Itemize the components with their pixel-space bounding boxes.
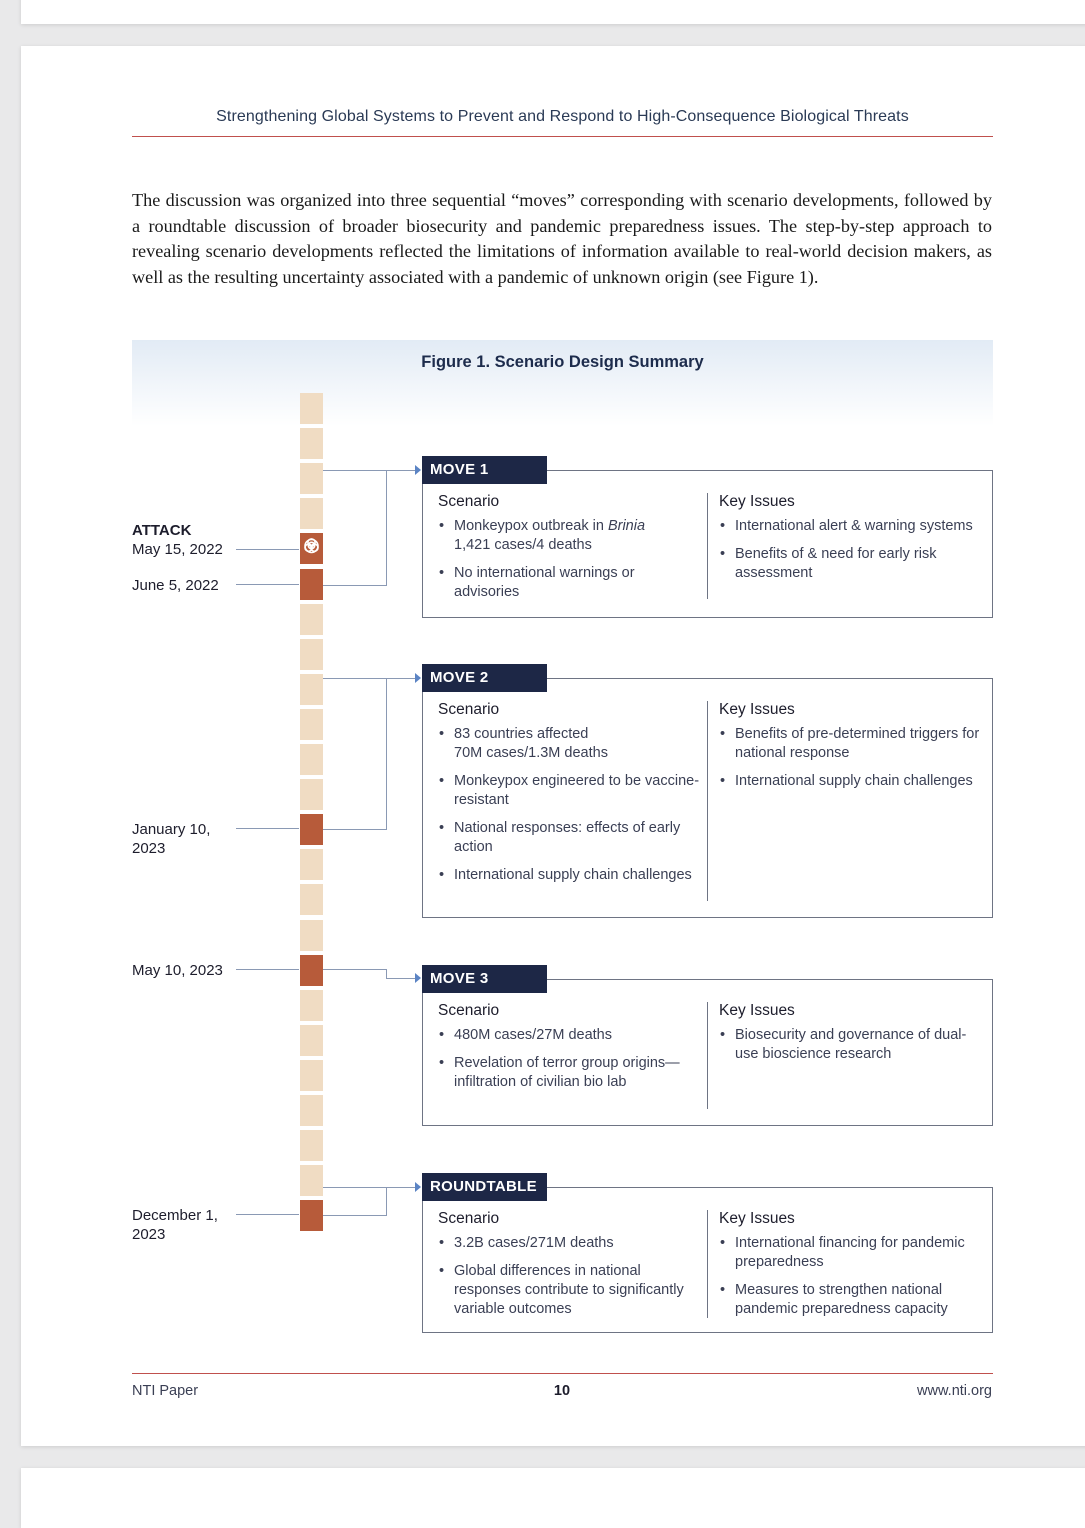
timeline-tick-4 (236, 1214, 299, 1215)
timeline-segment (300, 639, 323, 670)
timeline-segment (300, 990, 323, 1021)
move-3-tag: MOVE 3 (422, 965, 547, 993)
timeline-segment (300, 674, 323, 705)
timeline-segment (300, 709, 323, 740)
timeline-segment (300, 1025, 323, 1056)
timeline-segment (300, 814, 323, 845)
move-3-scenario (438, 1002, 703, 1101)
move-2-key-issues (719, 701, 984, 800)
timeline-segment (300, 569, 323, 600)
roundtable-key-issues (719, 1210, 984, 1328)
timeline-segment (300, 849, 323, 880)
intro-paragraph: The discussion was organized into three sequential “moves” corresponding with scenario developments, followed by a roundtable discussion of broader biosecurity and pandemic preparedness issues. The step-by-step approach to revealing scenario developments reflected the limitations of information available to real-world decision makers, as well as the resulting uncertainty associated with a pandemic of unknown origin (see Figure 1). (132, 190, 992, 287)
list-item: • 3.2B cases/271M deaths (438, 1234, 703, 1253)
figure-title: Figure 1. Scenario Design Summary (421, 353, 704, 371)
timeline-segment (300, 744, 323, 775)
move-1-box (422, 470, 993, 618)
list-item: • 83 countries affected 70M cases/1.3M deaths (438, 725, 703, 763)
move-1-key-issues (719, 493, 984, 592)
attack-tick (236, 549, 299, 550)
list-item: • Global differences in national responses contribute to significantly variable outcomes (438, 1262, 703, 1319)
scenario-heading: Scenario (438, 493, 500, 510)
timeline-date-2: January 10, 2023 (132, 821, 211, 857)
list-item: • International alert & warning systems (719, 517, 984, 536)
move-1-scenario (438, 493, 703, 611)
page-number: 10 (553, 1383, 571, 1399)
list-item: • Biosecurity and governance of dual-use bioscience research (719, 1026, 984, 1064)
timeline-segment (300, 1095, 323, 1126)
timeline-segment (300, 393, 323, 424)
document-page (21, 46, 1085, 1446)
arrow-move-2 (415, 673, 421, 683)
list-item: • No international warnings or advisories (438, 564, 703, 602)
timeline-segment (300, 498, 323, 529)
scenario-heading: Scenario (438, 1210, 500, 1227)
list-item: • International supply chain challenges (438, 866, 703, 885)
timeline-segment (300, 1165, 323, 1196)
timeline-segment (300, 779, 323, 810)
arrow-roundtable (415, 1182, 421, 1192)
footer-url: www.nti.org (917, 1383, 992, 1399)
list-item: • Monkeypox engineered to be vaccine-resistant (438, 772, 703, 810)
timeline-segment (300, 955, 323, 986)
roundtable-tag: ROUNDTABLE (422, 1173, 547, 1201)
next-page (21, 1468, 1085, 1528)
timeline-segment (300, 1060, 323, 1091)
timeline-segment (300, 884, 323, 915)
timeline-segment (300, 920, 323, 951)
timeline-tick-3 (236, 969, 299, 970)
list-item: • Benefits of pre-determined triggers for national response (719, 725, 984, 763)
key-issues-heading: Key Issues (719, 493, 795, 510)
attack-label: ATTACK (132, 522, 192, 539)
running-header: Strengthening Global Systems to Prevent and Respond to High-Consequence Biological Threats (216, 108, 909, 125)
footer-rule (132, 1373, 993, 1374)
connector-move-3 (323, 969, 386, 970)
connector-move-2 (323, 678, 387, 830)
attack-date: May 15, 2022 (132, 541, 223, 558)
list-item: • 480M cases/27M deaths (438, 1026, 703, 1045)
timeline-segment (300, 463, 323, 494)
timeline-segment (300, 1200, 323, 1231)
arrow-move-1 (415, 465, 421, 475)
list-item: • Monkeypox outbreak in Brinia 1,421 cases/4 deaths (438, 517, 703, 555)
list-item: • National responses: effects of early action (438, 819, 703, 857)
previous-page (21, 0, 1085, 24)
list-item: • Measures to strengthen national pandemic preparedness capacity (719, 1281, 984, 1319)
move-2-scenario (438, 701, 703, 894)
timeline-tick-1 (236, 584, 299, 585)
timeline-date-1: June 5, 2022 (132, 577, 219, 594)
key-issues-heading: Key Issues (719, 1002, 795, 1019)
timeline-segment (300, 1130, 323, 1161)
key-issues-heading: Key Issues (719, 701, 795, 718)
timeline-segment (300, 604, 323, 635)
biohazard-icon (300, 533, 323, 564)
roundtable-box (422, 1187, 993, 1333)
footer-publication: NTI Paper (132, 1383, 199, 1399)
connector-move-1 (323, 470, 387, 586)
timeline-date-3: May 10, 2023 (132, 962, 223, 979)
roundtable-scenario (438, 1210, 703, 1328)
scenario-heading: Scenario (438, 1002, 500, 1019)
timeline-segment (300, 428, 323, 459)
arrow-move-3 (415, 973, 421, 983)
list-item: • Revelation of terror group origins—infiltration of civilian bio lab (438, 1054, 703, 1092)
header-rule (132, 136, 993, 137)
list-item: • Benefits of & need for early risk assessment (719, 545, 984, 583)
timeline-date-4: December 1, 2023 (132, 1207, 218, 1243)
timeline-tick-2 (236, 828, 299, 829)
scenario-heading: Scenario (438, 701, 500, 718)
move-1-tag: MOVE 1 (422, 456, 547, 484)
list-item: • International financing for pandemic preparedness (719, 1234, 984, 1272)
move-3-key-issues (719, 1002, 984, 1073)
move-2-tag: MOVE 2 (422, 664, 547, 692)
key-issues-heading: Key Issues (719, 1210, 795, 1227)
list-item: • International supply chain challenges (719, 772, 984, 791)
move-2-box (422, 678, 993, 918)
connector-roundtable (323, 1187, 387, 1216)
move-3-box (422, 979, 993, 1126)
